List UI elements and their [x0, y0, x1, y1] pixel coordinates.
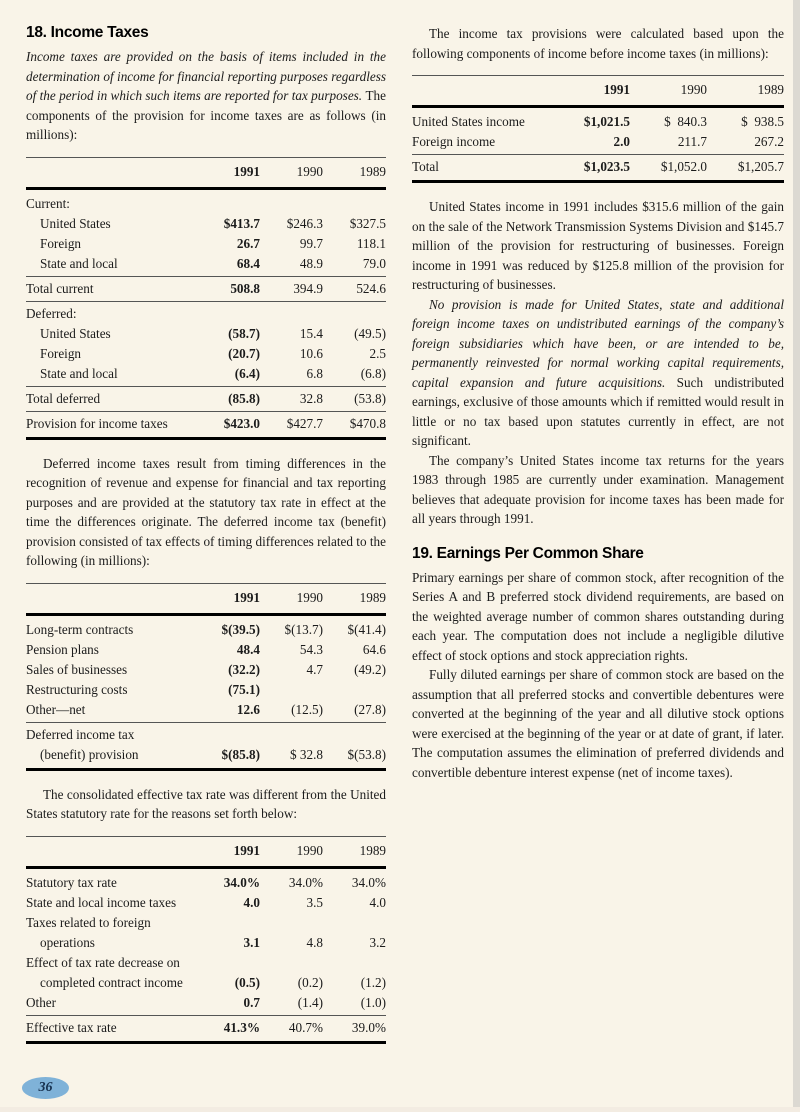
- fully-diluted-paragraph: Fully diluted earnings per share of common stock are based on the assumption that all preferred stocks and convertible debentures were converted at the beginning of the year and all dilutive stock options were exercised at the beginning of the year or at date of grant, if later. The computation assumes the elimination of preferred dividends and convertible debenture interest expense (net of income taxes).: [412, 667, 784, 780]
- table-row: [26, 873, 386, 893]
- table-cell: operations: [40, 934, 95, 950]
- no-provision-paragraph: [412, 295, 784, 451]
- table-bottom-rule: [26, 768, 386, 771]
- table-cell: 1990: [680, 82, 707, 97]
- table-row: [26, 700, 386, 720]
- table-cell: 394.9: [293, 280, 323, 296]
- table-header-row: [412, 75, 784, 108]
- table-row: [26, 386, 386, 409]
- table-row: [26, 660, 386, 680]
- table-cell: 54.3: [299, 641, 323, 657]
- table-bottom-rule: [26, 1041, 386, 1044]
- table-row: [26, 993, 386, 1013]
- table-cell: (49.5): [354, 325, 386, 341]
- table-cell: 524.6: [356, 280, 386, 296]
- table-cell: $(41.4): [347, 621, 386, 637]
- table-cell: Current:: [26, 195, 70, 211]
- tax-returns-examination-paragraph: The company’s United States income tax returns for the years 1983 through 1985 are currently under examination. Management believes that adequate provision for income taxes has been made for all years through 1991.: [412, 452, 784, 526]
- table-row: [26, 680, 386, 700]
- effective-tax-rate-table: [26, 836, 386, 1044]
- effective-rate-intro-paragraph: The consolidated effective tax rate was different from the United States statutory rate for the reasons set forth below:: [26, 786, 386, 821]
- table-cell: 1989: [359, 842, 386, 858]
- table-cell: $413.7: [223, 215, 260, 231]
- income-taxes-intro-paragraph: [26, 47, 386, 145]
- table-cell: Effect of tax rate decrease on: [26, 954, 180, 970]
- table-cell: (53.8): [354, 390, 386, 406]
- table-header-row: [26, 836, 386, 869]
- table-cell: Provision for income taxes: [26, 415, 168, 431]
- table-cell: Deferred:: [26, 305, 77, 321]
- table-cell: (75.1): [228, 681, 260, 697]
- table-cell: 68.4: [236, 255, 260, 271]
- table-cell: [26, 841, 197, 861]
- table-cell: (32.2): [228, 661, 260, 677]
- table-cell: $ 32.8: [290, 746, 323, 762]
- table-cell: Total: [412, 159, 439, 174]
- page-number-badge: 36: [22, 1077, 69, 1099]
- table-cell: 48.9: [299, 255, 323, 271]
- table-row: [26, 276, 386, 299]
- table-row: [26, 933, 386, 953]
- table-cell: Foreign: [40, 235, 82, 251]
- table-cell: (0.2): [297, 974, 323, 990]
- table-cell: 15.4: [299, 325, 323, 341]
- table-row: [26, 973, 386, 993]
- table-cell: 211.7: [677, 134, 707, 149]
- deferred-timing-differences-table: [26, 583, 386, 771]
- table-cell: $427.7: [286, 415, 323, 431]
- section-heading-earnings-per-share: 19. Earnings Per Common Share: [412, 544, 644, 562]
- table-cell: 1989: [359, 163, 386, 179]
- table-row: [26, 913, 386, 933]
- table-cell: $470.8: [349, 415, 386, 431]
- table-cell: 4.0: [243, 894, 260, 910]
- table-cell: 508.8: [230, 280, 260, 296]
- table-header-row: [26, 583, 386, 616]
- table-cell: 26.7: [236, 235, 260, 251]
- table-cell: Total deferred: [26, 390, 101, 406]
- text-segment: The components of the provision for income taxes are as follows (in millions):: [26, 88, 386, 142]
- table-cell: (85.8): [228, 390, 260, 406]
- table-cell: (20.7): [228, 345, 260, 361]
- table-cell: (49.2): [354, 661, 386, 677]
- table-cell: United States: [40, 325, 111, 341]
- us-income-1991-paragraph: United States income in 1991 includes $315.6 million of the gain on the sale of the Network Transmission Systems Division and $145.7 million of the provision for restructuring of businesses. Foreign income in 1991 was reduced by $125.8 million of the provision for restructuring of businesses.: [412, 199, 784, 292]
- table-row: [26, 364, 386, 384]
- table-cell: $246.3: [286, 215, 323, 231]
- table-cell: (benefit) provision: [40, 746, 139, 762]
- scan-right-edge: [793, 0, 800, 1112]
- table-cell: [26, 588, 197, 608]
- table-cell: 4.8: [306, 934, 323, 950]
- table-cell: 1990: [296, 163, 323, 179]
- table-row: [26, 620, 386, 640]
- table-cell: Statutory tax rate: [26, 874, 117, 890]
- table-row: [26, 722, 386, 745]
- table-cell: State and local: [40, 255, 118, 271]
- table-row: [26, 893, 386, 913]
- left-column: [26, 24, 386, 1058]
- section-heading-income-taxes: 18. Income Taxes: [26, 24, 149, 41]
- table-cell: $327.5: [349, 215, 386, 231]
- table-cell: $1,205.7: [737, 159, 784, 174]
- table-cell: 1991: [233, 842, 260, 858]
- right-column: [412, 24, 784, 782]
- table-cell: (0.5): [234, 974, 260, 990]
- table-cell: [323, 680, 386, 700]
- table-cell: $ 938.5: [741, 114, 784, 129]
- table-cell: $1,021.5: [583, 114, 630, 129]
- table-cell: (58.7): [228, 325, 260, 341]
- primary-earnings-paragraph: Primary earnings per share of common stock, after recognition of the Series A and B preferred stock dividend requirements, are based on the weighted average number of common shares outstanding during each year. The computation does not include a negligible dilutive effect of stock options and stock appreciation rights.: [412, 569, 784, 663]
- table-cell: State and local income taxes: [26, 894, 177, 910]
- table-cell: $(85.8): [221, 746, 260, 762]
- table-cell: $ 840.3: [664, 114, 707, 129]
- table-header-row: [26, 157, 386, 190]
- table-row: [412, 154, 784, 177]
- text-segment: No provision is made for United States, state and additional foreign income taxes on undistributed earnings of the company’s foreign subsidiaries which have been, or are intended to be, permanently reinvested for normal working capital requirements, capital expansion and future acquisitions.: [412, 296, 784, 390]
- table-cell: 79.0: [362, 255, 386, 271]
- table-cell: United States: [40, 215, 111, 231]
- table-cell: $423.0: [223, 415, 260, 431]
- table-cell: Pension plans: [26, 641, 99, 657]
- table-cell: 10.6: [299, 345, 323, 361]
- table-cell: 2.5: [369, 345, 386, 361]
- deferred-taxes-paragraph: Deferred income taxes result from timing differences in the recognition of revenue and expense for financial and tax reporting purposes and are provided at the statutory tax rate in effect at the time the differences originate. The deferred income tax (benefit) provision consisted of tax effects of timing differences related to the following (in millions):: [26, 455, 386, 568]
- table-cell: Effective tax rate: [26, 1019, 117, 1035]
- table-cell: 32.8: [299, 390, 323, 406]
- table-row: [26, 1015, 386, 1038]
- table-row: [26, 194, 386, 214]
- table-cell: 39.0%: [351, 1019, 386, 1035]
- table-row: [26, 411, 386, 434]
- table-bottom-rule: [412, 180, 784, 183]
- table-bottom-rule: [26, 437, 386, 440]
- table-cell: 1990: [296, 589, 323, 605]
- table-cell: 1990: [296, 842, 323, 858]
- table-cell: Foreign: [40, 345, 82, 361]
- table-cell: $(39.5): [221, 621, 260, 637]
- table-cell: Other: [26, 994, 57, 1010]
- table-cell: (12.5): [291, 701, 323, 717]
- table-cell: $1,052.0: [660, 159, 707, 174]
- table-row: [26, 344, 386, 364]
- table-row: [26, 234, 386, 254]
- table-row: [412, 112, 784, 132]
- table-cell: 1989: [359, 589, 386, 605]
- table-cell: Total current: [26, 280, 94, 296]
- table-row: [412, 132, 784, 152]
- table-cell: United States income: [412, 114, 525, 129]
- table-cell: Deferred income tax: [26, 726, 135, 742]
- table-cell: 3.5: [306, 894, 323, 910]
- table-cell: completed contract income: [40, 974, 183, 990]
- table-cell: 3.2: [369, 934, 386, 950]
- table-row: [26, 254, 386, 274]
- table-cell: 34.0%: [223, 874, 260, 890]
- table-cell: Taxes related to foreign: [26, 914, 151, 930]
- table-cell: Long-term contracts: [26, 621, 134, 637]
- table-row: [26, 953, 386, 973]
- table-cell: State and local: [40, 365, 118, 381]
- table-cell: 1991: [233, 589, 260, 605]
- table-cell: 64.6: [362, 641, 386, 657]
- table-cell: 4.0: [369, 894, 386, 910]
- table-cell: [26, 162, 197, 182]
- table-cell: 118.1: [356, 235, 386, 251]
- table-cell: 40.7%: [288, 1019, 323, 1035]
- table-cell: (1.2): [360, 974, 386, 990]
- table-cell: (6.4): [234, 365, 260, 381]
- table-cell: 4.7: [306, 661, 323, 677]
- table-cell: 34.0%: [288, 874, 323, 890]
- income-components-table: [412, 75, 784, 183]
- table-cell: 48.4: [236, 641, 260, 657]
- scan-bottom-edge: [0, 1107, 800, 1112]
- table-cell: (1.4): [297, 994, 323, 1010]
- table-cell: Sales of businesses: [26, 661, 128, 677]
- table-cell: 0.7: [243, 994, 260, 1010]
- text-segment: Income taxes are provided on the basis of items included in the determination of income for financial reporting purposes regardless of the period in which such items are reported for tax purposes.: [26, 49, 386, 103]
- table-cell: (1.0): [360, 994, 386, 1010]
- table-cell: 1989: [757, 82, 784, 97]
- table-cell: 2.0: [613, 134, 630, 149]
- table-cell: 1991: [603, 82, 630, 97]
- table-cell: 12.6: [236, 701, 260, 717]
- text-segment: Such undistributed earnings, exclusive of those amounts which if remitted would result in little or no tax based upon statutes currently in effect, are not significant.: [412, 374, 784, 448]
- table-row: [26, 324, 386, 344]
- table-row: [26, 214, 386, 234]
- table-cell: 3.1: [243, 934, 260, 950]
- table-cell: 41.3%: [223, 1019, 260, 1035]
- table-cell: 6.8: [306, 365, 323, 381]
- table-cell: 99.7: [299, 235, 323, 251]
- table-cell: 267.2: [754, 134, 784, 149]
- table-cell: [412, 80, 553, 100]
- table-cell: 1991: [233, 163, 260, 179]
- table-cell: Restructuring costs: [26, 681, 128, 697]
- table-row: [26, 640, 386, 660]
- table-cell: Foreign income: [412, 134, 496, 149]
- table-row: [26, 745, 386, 765]
- table-cell: $(53.8): [347, 746, 386, 762]
- table-cell: $1,023.5: [583, 159, 630, 174]
- provision-for-income-taxes-table: [26, 157, 386, 440]
- table-cell: [260, 680, 323, 700]
- table-row: [26, 301, 386, 324]
- table-cell: (27.8): [354, 701, 386, 717]
- table-cell: Other—net: [26, 701, 86, 717]
- income-components-intro-paragraph: The income tax provisions were calculated based upon the following components of income before income taxes (in millions):: [412, 26, 784, 61]
- table-cell: 34.0%: [351, 874, 386, 890]
- table-cell: (6.8): [360, 365, 386, 381]
- table-cell: $(13.7): [284, 621, 323, 637]
